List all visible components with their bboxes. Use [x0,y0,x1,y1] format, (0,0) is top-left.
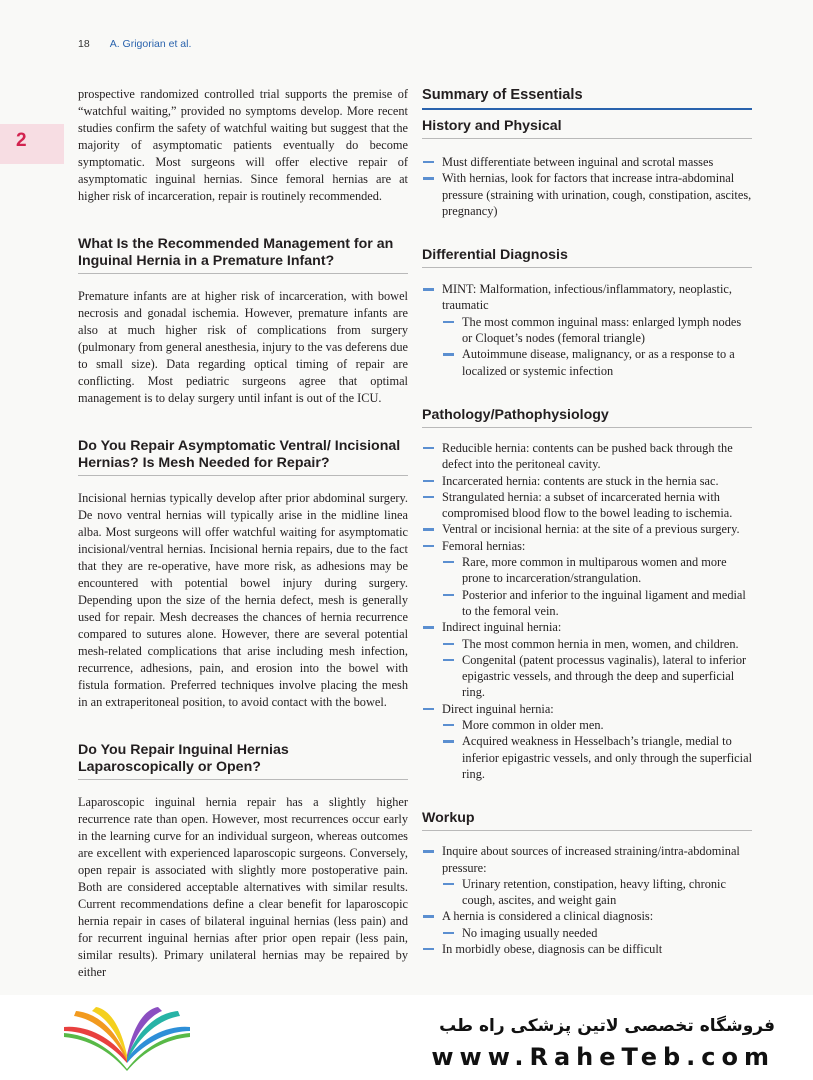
list-item [422,908,752,941]
sub-list [442,314,752,379]
history-list [422,154,752,219]
list-item: In morbidly obese, diagnosis can be difficult [422,941,752,957]
differential-list [422,281,752,379]
sub-list-item: Congenital (patent processus vaginalis), lateral to inferior epigastric vessels, and through the deep and superficial ring. [442,652,752,701]
pathology-list [422,440,752,782]
section-heading-laparoscopic: Do You Repair Inguinal Hernias Laparoscopically or Open? [78,742,408,780]
list-item-text: Femoral hernias: [442,538,526,553]
summary-title: Summary of Essentials [422,86,752,110]
sub-list-item: Posterior and inferior to the inguinal ligament and medial to the femoral vein. [442,587,752,620]
sub-list-item: More common in older men. [442,717,752,733]
sub-list-item: Acquired weakness in Hesselbach’s triangle, medial to inferior epigastric vessels, and only through the superficial ring. [442,733,752,782]
sub-list-item: Urinary retention, constipation, heavy lifting, chronic cough, ascites, and weight gain [442,876,752,909]
section-heading-premature-infant: What Is the Recommended Management for an Inguinal Hernia in a Premature Infant? [78,236,408,274]
list-item [422,701,752,782]
sub-list-item: The most common hernia in men, women, and children. [442,636,752,652]
list-item: Reducible hernia: contents can be pushed back through the defect into the peritoneal cavity. [422,440,752,473]
sub-list [442,876,752,909]
list-item: Ventral or incisional hernia: at the site of a previous surgery. [422,521,752,537]
sub-list-item: Rare, more common in multiparous women and more prone to incarceration/strangulation. [442,554,752,587]
list-item-text: Inquire about sources of increased straining/intra-abdominal pressure: [442,844,740,875]
list-item-text: A hernia is considered a clinical diagnosis: [442,909,654,924]
history-heading: History and Physical [422,118,752,139]
section-body-laparoscopic: Laparoscopic inguinal hernia repair has a slightly higher recurrence rate than open. However, most recurrences occur early in the learning curve for an individual surgeon, whereas outcomes are excellent with experienced laparoscopic surgeons. Conversely, open repair is associated with slightly more postoperative pain. Both are considered acceptable alternatives with similar results. Current recommendations define a clear benefit for laparoscopic hernia repair in cases of bilateral inguinal hernias (less pain) and for recurrent inguinal hernias after prior open repair (less pain, similar results). Primary unilateral hernias may be repaired by either [78,795,408,979]
section-body-premature-infant: Premature infants are at higher risk of incarceration, with bowel necrosis and gonadal ischemia. However, premature infants are also at much higher risk of complications from surgery (pulmonary from general anesthesia, injury to the vas deferens due to small size). Data regarding optical timing of repair are conflicting. Most pediatric surgeons agree that optimal management is to delay surgery until infant is out of the ICU. [78,289,408,405]
chapter-tab [0,124,64,164]
sub-list [442,554,752,619]
intro-paragraph: prospective randomized controlled trial supports the premise of “watchful waiting,” provided no symptoms develop. More recent studies confirm the safety of watchful waiting but suggest that the majority of asymptomatic patients eventually do become symptomatic. Most surgeons will offer elective repair of asymptomatic inguinal hernias. Since femoral hernias are at higher risk of incarceration, repair is routinely recommended. [78,87,408,203]
watermark-banner [0,995,813,1080]
page-number: 18 [78,38,90,50]
list-item [422,843,752,908]
chapter-number: 2 [16,130,27,151]
list-item [422,619,752,700]
list-item: Incarcerated hernia: contents are stuck in the hernia sac. [422,473,752,489]
store-url[interactable]: www.RaheTeb.com [431,1043,775,1071]
left-column [78,86,408,981]
sub-list-item: No imaging usually needed [442,925,752,941]
section-body-ventral-hernias: Incisional hernias typically develop after prior abdominal surgery. De novo ventral hernias will typically arise in the midline linea alba. Most surgeons will offer watchful waiting for asymptomatic incisional/ventral hernias. Incisional hernia repairs, due to the fact that they are re-operative, have more risk, as adhesions may be encountered with potential bowel injury during surgery. Depending upon the size of the hernia defect, mesh is generally used for repair. Mesh decreases the chances of hernia recurrence compared to sutures alone. However, there are several potential mesh-related complications that arise including mesh infection, recurrence, adhesions, pain, and erosion into the bowel with fistula formation. Preferred techniques involve placing the mesh in an extraperitoneal position, to avoid contact with the bowel. [78,491,408,709]
list-item-text: Direct inguinal hernia: [442,701,554,716]
list-item: Must differentiate between inguinal and scrotal masses [422,154,752,170]
right-column [422,86,752,957]
open-book-icon [62,1007,192,1071]
running-header [78,38,191,50]
pathology-heading: Pathology/Pathophysiology [422,407,752,428]
list-item-text: MINT: Malformation, infectious/inflammatory, neoplastic, traumatic [442,282,732,313]
sub-list-item: The most common inguinal mass: enlarged lymph nodes or Cloquet’s nodes (femoral triangle) [442,314,752,347]
sub-list [442,717,752,782]
workup-list [422,843,752,957]
sub-list [442,925,752,941]
differential-heading: Differential Diagnosis [422,247,752,268]
sub-list [442,636,752,701]
list-item-text: Indirect inguinal hernia: [442,620,562,635]
section-heading-ventral-hernias: Do You Repair Asymptomatic Ventral/ Incisional Hernias? Is Mesh Needed for Repair? [78,438,408,476]
running-author: A. Grigorian et al. [109,38,192,50]
list-item: With hernias, look for factors that increase intra-abdominal pressure (straining with urination, cough, constipation, ascites, pregnancy) [422,170,752,219]
list-item [422,281,752,379]
store-name: فروشگاه تخصصی لاتین پزشکی راه طب [439,1016,775,1036]
workup-heading: Workup [422,810,752,831]
list-item: Strangulated hernia: a subset of incarcerated hernia with compromised blood flow to the bowel leading to ischemia. [422,489,752,522]
list-item [422,538,752,619]
sub-list-item: Autoimmune disease, malignancy, or as a response to a localized or systemic infection [442,346,752,379]
